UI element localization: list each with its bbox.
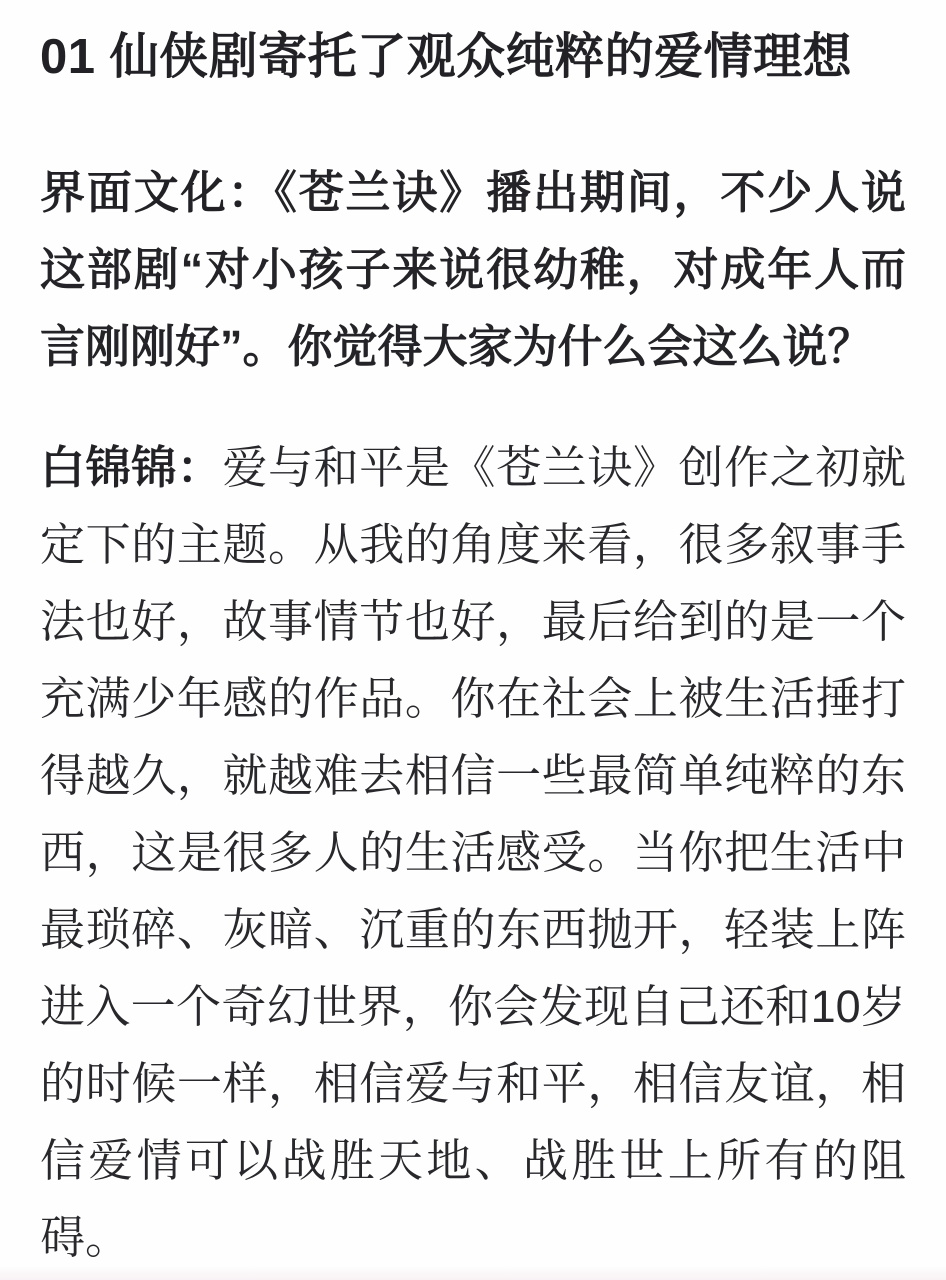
- section-heading: 01 仙侠剧寄托了观众纯粹的爱情理想: [40, 30, 853, 84]
- interviewee-answer-text: 爱与和平是《苍兰诀》创作之初就定下的主题。从我的角度来看，很多叙事手法也好，故事情节也好，最后给到的是一个充满少年感的作品。你在社会上被生活捶打得越久，就越难去相信一些最简单纯粹的东西，这是很多人的生活感受。当你把生活中最琐碎、灰暗、沉重的东西抛开，轻装上阵进入一个奇幻世界，你会发现自己还和10岁的时候一样，相信爱与和平，相信友谊，相信爱情可以战胜天地、战胜世上所有的阻碍。: [40, 442, 906, 1263]
- interviewer-question-text: 《苍兰诀》播出期间，不少人说这部剧“对小孩子来说很幼稚，对成年人而言刚刚好”。你觉得大家为什么会这么说？: [40, 167, 906, 372]
- next-content-edge: [0, 1266, 946, 1280]
- interviewee-answer-paragraph: [40, 429, 906, 1276]
- interviewer-name-label: 界面文化：: [40, 167, 275, 218]
- interviewee-name-label: 白锦锦：: [40, 442, 223, 493]
- interviewer-question-paragraph: [40, 154, 906, 385]
